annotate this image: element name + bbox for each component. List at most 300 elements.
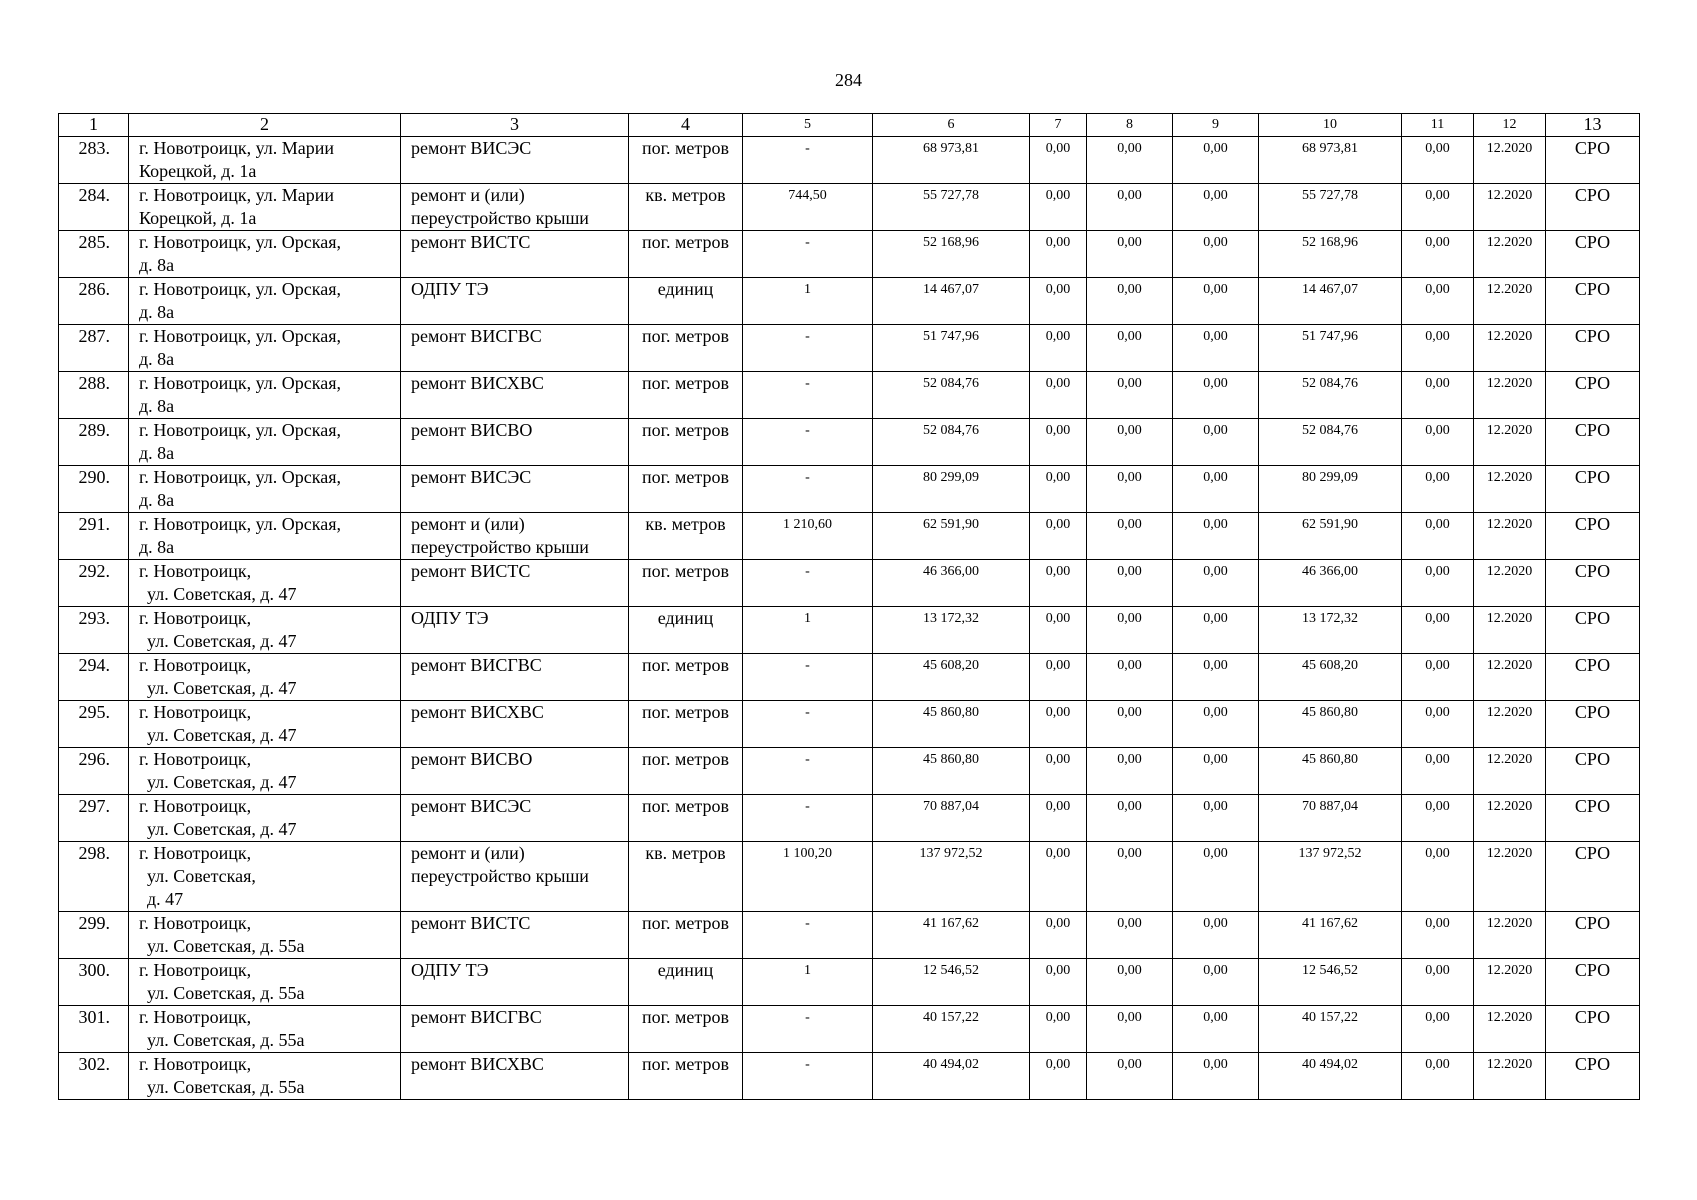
method-cell: СРО bbox=[1546, 748, 1640, 795]
value-cell: 0,00 bbox=[1173, 1006, 1259, 1053]
value-cell: 0,00 bbox=[1030, 419, 1087, 466]
value-cell: 0,00 bbox=[1173, 137, 1259, 184]
value-cell: 0,00 bbox=[1402, 912, 1474, 959]
work-type-cell-line: ОДПУ ТЭ bbox=[411, 279, 489, 299]
value-cell: 0,00 bbox=[1030, 912, 1087, 959]
deadline-cell: 12.2020 bbox=[1474, 184, 1546, 231]
table-row bbox=[59, 137, 1640, 184]
address-cell bbox=[129, 1006, 401, 1053]
quantity-cell: - bbox=[743, 748, 873, 795]
address-cell-line: г. Новотроицк, bbox=[139, 561, 252, 581]
value-cell: 0,00 bbox=[1402, 184, 1474, 231]
row-number-cell: 296. bbox=[59, 748, 129, 795]
header-cell: 5 bbox=[743, 114, 873, 137]
header-cell: 10 bbox=[1259, 114, 1402, 137]
page-number: 284 bbox=[835, 70, 862, 90]
total-cost-cell: 52 084,76 bbox=[873, 419, 1030, 466]
work-type-cell-line: ремонт ВИСЭС bbox=[411, 796, 532, 816]
table-row bbox=[59, 912, 1640, 959]
fund-cost-cell: 40 157,22 bbox=[1259, 1006, 1402, 1053]
work-type-cell bbox=[401, 560, 629, 607]
method-cell: СРО bbox=[1546, 137, 1640, 184]
header-cell: 2 bbox=[129, 114, 401, 137]
value-cell: 0,00 bbox=[1402, 1006, 1474, 1053]
work-type-cell-line: ремонт ВИСЭС bbox=[411, 467, 532, 487]
work-type-cell bbox=[401, 184, 629, 231]
value-cell: 0,00 bbox=[1173, 607, 1259, 654]
address-cell bbox=[129, 513, 401, 560]
total-cost-cell: 12 546,52 bbox=[873, 959, 1030, 1006]
address-cell-line: ул. Советская, bbox=[147, 866, 256, 886]
row-number-cell: 294. bbox=[59, 654, 129, 701]
address-cell-line: д. 8а bbox=[139, 396, 175, 416]
address-cell bbox=[129, 278, 401, 325]
work-type-cell-line: ОДПУ ТЭ bbox=[411, 608, 489, 628]
address-cell-line: г. Новотроицк, ул. Орская, bbox=[139, 232, 342, 252]
deadline-cell: 12.2020 bbox=[1474, 912, 1546, 959]
table-body bbox=[59, 137, 1640, 1100]
fund-cost-cell: 14 467,07 bbox=[1259, 278, 1402, 325]
value-cell: 0,00 bbox=[1173, 748, 1259, 795]
address-cell bbox=[129, 372, 401, 419]
row-number-cell: 283. bbox=[59, 137, 129, 184]
quantity-cell: - bbox=[743, 1053, 873, 1100]
value-cell: 0,00 bbox=[1030, 795, 1087, 842]
unit-cell: пог. метров bbox=[629, 466, 743, 513]
table-row bbox=[59, 795, 1640, 842]
value-cell: 0,00 bbox=[1030, 372, 1087, 419]
total-cost-cell: 46 366,00 bbox=[873, 560, 1030, 607]
header-cell: 3 bbox=[401, 114, 629, 137]
value-cell: 0,00 bbox=[1173, 795, 1259, 842]
header-cell: 1 bbox=[59, 114, 129, 137]
fund-cost-cell: 13 172,32 bbox=[1259, 607, 1402, 654]
value-cell: 0,00 bbox=[1087, 701, 1173, 748]
address-cell bbox=[129, 325, 401, 372]
fund-cost-cell: 51 747,96 bbox=[1259, 325, 1402, 372]
total-cost-cell: 68 973,81 bbox=[873, 137, 1030, 184]
value-cell: 0,00 bbox=[1030, 607, 1087, 654]
value-cell: 0,00 bbox=[1402, 466, 1474, 513]
work-type-cell-line: ремонт ВИСХВС bbox=[411, 702, 544, 722]
work-type-cell-line: ремонт и (или) bbox=[411, 514, 525, 534]
value-cell: 0,00 bbox=[1402, 959, 1474, 1006]
address-cell-line: г. Новотроицк, bbox=[139, 796, 252, 816]
row-number-cell: 292. bbox=[59, 560, 129, 607]
method-cell: СРО bbox=[1546, 654, 1640, 701]
address-cell-line: д. 8а bbox=[139, 349, 175, 369]
total-cost-cell: 41 167,62 bbox=[873, 912, 1030, 959]
value-cell: 0,00 bbox=[1402, 231, 1474, 278]
fund-cost-cell: 46 366,00 bbox=[1259, 560, 1402, 607]
total-cost-cell: 40 494,02 bbox=[873, 1053, 1030, 1100]
address-cell-line: ул. Советская, д. 47 bbox=[147, 819, 297, 839]
total-cost-cell: 45 860,80 bbox=[873, 701, 1030, 748]
value-cell: 0,00 bbox=[1030, 842, 1087, 912]
fund-cost-cell: 52 084,76 bbox=[1259, 419, 1402, 466]
method-cell: СРО bbox=[1546, 795, 1640, 842]
address-cell-line: г. Новотроицк, ул. Орская, bbox=[139, 514, 342, 534]
method-cell: СРО bbox=[1546, 842, 1640, 912]
deadline-cell: 12.2020 bbox=[1474, 278, 1546, 325]
address-cell-line: г. Новотроицк, bbox=[139, 1054, 252, 1074]
address-cell-line: д. 8а bbox=[139, 490, 175, 510]
work-type-cell bbox=[401, 137, 629, 184]
table-row bbox=[59, 278, 1640, 325]
value-cell: 0,00 bbox=[1030, 466, 1087, 513]
unit-cell: кв. метров bbox=[629, 184, 743, 231]
value-cell: 0,00 bbox=[1030, 701, 1087, 748]
value-cell: 0,00 bbox=[1087, 1053, 1173, 1100]
address-cell bbox=[129, 137, 401, 184]
address-cell-line: ул. Советская, д. 47 bbox=[147, 678, 297, 698]
address-cell-line: ул. Советская, д. 47 bbox=[147, 631, 297, 651]
address-cell-line: г. Новотроицк, ул. Марии bbox=[139, 138, 335, 158]
value-cell: 0,00 bbox=[1087, 959, 1173, 1006]
total-cost-cell: 13 172,32 bbox=[873, 607, 1030, 654]
address-cell bbox=[129, 607, 401, 654]
row-number-cell: 285. bbox=[59, 231, 129, 278]
address-cell-line: г. Новотроицк, ул. Орская, bbox=[139, 467, 342, 487]
quantity-cell: 1 100,20 bbox=[743, 842, 873, 912]
address-cell-line: г. Новотроицк, bbox=[139, 608, 252, 628]
value-cell: 0,00 bbox=[1402, 1053, 1474, 1100]
work-type-cell bbox=[401, 325, 629, 372]
fund-cost-cell: 68 973,81 bbox=[1259, 137, 1402, 184]
row-number-cell: 293. bbox=[59, 607, 129, 654]
row-number-cell: 299. bbox=[59, 912, 129, 959]
value-cell: 0,00 bbox=[1087, 325, 1173, 372]
total-cost-cell: 55 727,78 bbox=[873, 184, 1030, 231]
table-row bbox=[59, 231, 1640, 278]
row-number-cell: 300. bbox=[59, 959, 129, 1006]
fund-cost-cell: 137 972,52 bbox=[1259, 842, 1402, 912]
unit-cell: пог. метров bbox=[629, 1006, 743, 1053]
address-cell-line: г. Новотроицк, bbox=[139, 843, 252, 863]
value-cell: 0,00 bbox=[1087, 1006, 1173, 1053]
method-cell: СРО bbox=[1546, 466, 1640, 513]
header-cell: 12 bbox=[1474, 114, 1546, 137]
fund-cost-cell: 45 860,80 bbox=[1259, 701, 1402, 748]
value-cell: 0,00 bbox=[1173, 466, 1259, 513]
header-cell: 6 bbox=[873, 114, 1030, 137]
address-cell-line: г. Новотроицк, ул. Марии bbox=[139, 185, 335, 205]
work-type-cell-line: переустройство крыши bbox=[411, 537, 589, 557]
row-number-cell: 286. bbox=[59, 278, 129, 325]
fund-cost-cell: 70 887,04 bbox=[1259, 795, 1402, 842]
address-cell bbox=[129, 231, 401, 278]
work-type-cell-line: ОДПУ ТЭ bbox=[411, 960, 489, 980]
method-cell: СРО bbox=[1546, 912, 1640, 959]
work-type-cell bbox=[401, 1006, 629, 1053]
deadline-cell: 12.2020 bbox=[1474, 701, 1546, 748]
table-row bbox=[59, 513, 1640, 560]
value-cell: 0,00 bbox=[1402, 842, 1474, 912]
method-cell: СРО bbox=[1546, 231, 1640, 278]
value-cell: 0,00 bbox=[1087, 912, 1173, 959]
work-type-cell-line: ремонт ВИСТС bbox=[411, 232, 531, 252]
fund-cost-cell: 55 727,78 bbox=[1259, 184, 1402, 231]
row-number-cell: 297. bbox=[59, 795, 129, 842]
address-cell-line: д. 8а bbox=[139, 537, 175, 557]
address-cell-line: д. 8а bbox=[139, 302, 175, 322]
repair-register-table bbox=[58, 113, 1640, 1100]
value-cell: 0,00 bbox=[1173, 184, 1259, 231]
unit-cell: пог. метров bbox=[629, 654, 743, 701]
deadline-cell: 12.2020 bbox=[1474, 560, 1546, 607]
address-cell-line: Корецкой, д. 1а bbox=[139, 161, 257, 181]
deadline-cell: 12.2020 bbox=[1474, 372, 1546, 419]
value-cell: 0,00 bbox=[1087, 560, 1173, 607]
address-cell bbox=[129, 654, 401, 701]
value-cell: 0,00 bbox=[1030, 278, 1087, 325]
quantity-cell: - bbox=[743, 560, 873, 607]
table-row bbox=[59, 959, 1640, 1006]
value-cell: 0,00 bbox=[1030, 748, 1087, 795]
total-cost-cell: 51 747,96 bbox=[873, 325, 1030, 372]
work-type-cell bbox=[401, 654, 629, 701]
value-cell: 0,00 bbox=[1087, 466, 1173, 513]
value-cell: 0,00 bbox=[1173, 278, 1259, 325]
total-cost-cell: 40 157,22 bbox=[873, 1006, 1030, 1053]
address-cell bbox=[129, 560, 401, 607]
deadline-cell: 12.2020 bbox=[1474, 1053, 1546, 1100]
value-cell: 0,00 bbox=[1402, 278, 1474, 325]
unit-cell: кв. метров bbox=[629, 513, 743, 560]
value-cell: 0,00 bbox=[1402, 137, 1474, 184]
address-cell-line: ул. Советская, д. 55а bbox=[147, 1030, 305, 1050]
address-cell-line: ул. Советская, д. 47 bbox=[147, 772, 297, 792]
work-type-cell bbox=[401, 1053, 629, 1100]
work-type-cell bbox=[401, 795, 629, 842]
quantity-cell: 1 bbox=[743, 607, 873, 654]
deadline-cell: 12.2020 bbox=[1474, 513, 1546, 560]
value-cell: 0,00 bbox=[1173, 701, 1259, 748]
value-cell: 0,00 bbox=[1087, 654, 1173, 701]
method-cell: СРО bbox=[1546, 959, 1640, 1006]
work-type-cell bbox=[401, 419, 629, 466]
work-type-cell-line: переустройство крыши bbox=[411, 208, 589, 228]
address-cell bbox=[129, 701, 401, 748]
quantity-cell: - bbox=[743, 325, 873, 372]
header-cell: 9 bbox=[1173, 114, 1259, 137]
method-cell: СРО bbox=[1546, 372, 1640, 419]
address-cell-line: г. Новотроицк, ул. Орская, bbox=[139, 326, 342, 346]
address-cell-line: г. Новотроицк, ул. Орская, bbox=[139, 279, 342, 299]
unit-cell: единиц bbox=[629, 607, 743, 654]
table-row bbox=[59, 842, 1640, 912]
table-row bbox=[59, 701, 1640, 748]
address-cell-line: ул. Советская, д. 47 bbox=[147, 584, 297, 604]
address-cell-line: г. Новотроицк, ул. Орская, bbox=[139, 373, 342, 393]
work-type-cell bbox=[401, 513, 629, 560]
address-cell-line: ул. Советская, д. 55а bbox=[147, 936, 305, 956]
row-number-cell: 288. bbox=[59, 372, 129, 419]
deadline-cell: 12.2020 bbox=[1474, 1006, 1546, 1053]
deadline-cell: 12.2020 bbox=[1474, 325, 1546, 372]
method-cell: СРО bbox=[1546, 278, 1640, 325]
value-cell: 0,00 bbox=[1173, 842, 1259, 912]
quantity-cell: - bbox=[743, 231, 873, 278]
address-cell-line: ул. Советская, д. 47 bbox=[147, 725, 297, 745]
value-cell: 0,00 bbox=[1173, 959, 1259, 1006]
method-cell: СРО bbox=[1546, 1053, 1640, 1100]
value-cell: 0,00 bbox=[1173, 231, 1259, 278]
deadline-cell: 12.2020 bbox=[1474, 607, 1546, 654]
work-type-cell-line: переустройство крыши bbox=[411, 866, 589, 886]
unit-cell: пог. метров bbox=[629, 419, 743, 466]
column-number-row bbox=[59, 114, 1640, 137]
value-cell: 0,00 bbox=[1087, 184, 1173, 231]
row-number-cell: 298. bbox=[59, 842, 129, 912]
unit-cell: пог. метров bbox=[629, 137, 743, 184]
total-cost-cell: 45 608,20 bbox=[873, 654, 1030, 701]
unit-cell: пог. метров bbox=[629, 231, 743, 278]
address-cell bbox=[129, 748, 401, 795]
unit-cell: кв. метров bbox=[629, 842, 743, 912]
value-cell: 0,00 bbox=[1402, 748, 1474, 795]
value-cell: 0,00 bbox=[1173, 325, 1259, 372]
unit-cell: единиц bbox=[629, 278, 743, 325]
table-row bbox=[59, 184, 1640, 231]
fund-cost-cell: 80 299,09 bbox=[1259, 466, 1402, 513]
address-cell bbox=[129, 419, 401, 466]
table-row bbox=[59, 325, 1640, 372]
total-cost-cell: 62 591,90 bbox=[873, 513, 1030, 560]
address-cell-line: д. 8а bbox=[139, 255, 175, 275]
header-cell: 13 bbox=[1546, 114, 1640, 137]
row-number-cell: 287. bbox=[59, 325, 129, 372]
method-cell: СРО bbox=[1546, 513, 1640, 560]
work-type-cell-line: ремонт ВИСХВС bbox=[411, 1054, 544, 1074]
table-row bbox=[59, 654, 1640, 701]
method-cell: СРО bbox=[1546, 184, 1640, 231]
total-cost-cell: 52 168,96 bbox=[873, 231, 1030, 278]
fund-cost-cell: 62 591,90 bbox=[1259, 513, 1402, 560]
row-number-cell: 289. bbox=[59, 419, 129, 466]
header-cell: 4 bbox=[629, 114, 743, 137]
total-cost-cell: 70 887,04 bbox=[873, 795, 1030, 842]
quantity-cell: 1 bbox=[743, 959, 873, 1006]
value-cell: 0,00 bbox=[1087, 795, 1173, 842]
address-cell bbox=[129, 912, 401, 959]
fund-cost-cell: 12 546,52 bbox=[1259, 959, 1402, 1006]
unit-cell: пог. метров bbox=[629, 1053, 743, 1100]
value-cell: 0,00 bbox=[1173, 372, 1259, 419]
total-cost-cell: 45 860,80 bbox=[873, 748, 1030, 795]
value-cell: 0,00 bbox=[1402, 513, 1474, 560]
value-cell: 0,00 bbox=[1087, 513, 1173, 560]
header-cell: 8 bbox=[1087, 114, 1173, 137]
value-cell: 0,00 bbox=[1402, 654, 1474, 701]
address-cell-line: г. Новотроицк, ул. Орская, bbox=[139, 420, 342, 440]
deadline-cell: 12.2020 bbox=[1474, 466, 1546, 513]
value-cell: 0,00 bbox=[1030, 513, 1087, 560]
row-number-cell: 291. bbox=[59, 513, 129, 560]
value-cell: 0,00 bbox=[1030, 959, 1087, 1006]
fund-cost-cell: 45 608,20 bbox=[1259, 654, 1402, 701]
deadline-cell: 12.2020 bbox=[1474, 795, 1546, 842]
method-cell: СРО bbox=[1546, 325, 1640, 372]
address-cell-line: г. Новотроицк, bbox=[139, 913, 252, 933]
work-type-cell-line: ремонт и (или) bbox=[411, 843, 525, 863]
value-cell: 0,00 bbox=[1402, 325, 1474, 372]
quantity-cell: 1 210,60 bbox=[743, 513, 873, 560]
deadline-cell: 12.2020 bbox=[1474, 654, 1546, 701]
value-cell: 0,00 bbox=[1030, 654, 1087, 701]
unit-cell: пог. метров bbox=[629, 912, 743, 959]
value-cell: 0,00 bbox=[1030, 1006, 1087, 1053]
unit-cell: пог. метров bbox=[629, 325, 743, 372]
work-type-cell-line: ремонт ВИСГВС bbox=[411, 655, 542, 675]
quantity-cell: - bbox=[743, 466, 873, 513]
address-cell-line: Корецкой, д. 1а bbox=[139, 208, 257, 228]
row-number-cell: 284. bbox=[59, 184, 129, 231]
value-cell: 0,00 bbox=[1030, 137, 1087, 184]
value-cell: 0,00 bbox=[1087, 278, 1173, 325]
address-cell-line: ул. Советская, д. 55а bbox=[147, 1077, 305, 1097]
address-cell-line: г. Новотроицк, bbox=[139, 960, 252, 980]
value-cell: 0,00 bbox=[1087, 419, 1173, 466]
value-cell: 0,00 bbox=[1030, 560, 1087, 607]
work-type-cell bbox=[401, 278, 629, 325]
work-type-cell-line: ремонт ВИСТС bbox=[411, 913, 531, 933]
unit-cell: пог. метров bbox=[629, 372, 743, 419]
work-type-cell bbox=[401, 701, 629, 748]
quantity-cell: 1 bbox=[743, 278, 873, 325]
quantity-cell: - bbox=[743, 1006, 873, 1053]
fund-cost-cell: 52 168,96 bbox=[1259, 231, 1402, 278]
deadline-cell: 12.2020 bbox=[1474, 419, 1546, 466]
deadline-cell: 12.2020 bbox=[1474, 842, 1546, 912]
work-type-cell-line: ремонт ВИСВО bbox=[411, 749, 533, 769]
table-row bbox=[59, 419, 1640, 466]
quantity-cell: - bbox=[743, 137, 873, 184]
unit-cell: единиц bbox=[629, 959, 743, 1006]
value-cell: 0,00 bbox=[1087, 137, 1173, 184]
value-cell: 0,00 bbox=[1030, 231, 1087, 278]
method-cell: СРО bbox=[1546, 1006, 1640, 1053]
work-type-cell-line: ремонт ВИСВО bbox=[411, 420, 533, 440]
work-type-cell bbox=[401, 607, 629, 654]
value-cell: 0,00 bbox=[1173, 912, 1259, 959]
table-row bbox=[59, 560, 1640, 607]
address-cell-line: г. Новотроицк, bbox=[139, 1007, 252, 1027]
fund-cost-cell: 45 860,80 bbox=[1259, 748, 1402, 795]
header-cell: 7 bbox=[1030, 114, 1087, 137]
value-cell: 0,00 bbox=[1173, 419, 1259, 466]
value-cell: 0,00 bbox=[1402, 607, 1474, 654]
total-cost-cell: 52 084,76 bbox=[873, 372, 1030, 419]
deadline-cell: 12.2020 bbox=[1474, 748, 1546, 795]
total-cost-cell: 137 972,52 bbox=[873, 842, 1030, 912]
deadline-cell: 12.2020 bbox=[1474, 137, 1546, 184]
row-number-cell: 290. bbox=[59, 466, 129, 513]
value-cell: 0,00 bbox=[1173, 513, 1259, 560]
address-cell-line: ул. Советская, д. 55а bbox=[147, 983, 305, 1003]
value-cell: 0,00 bbox=[1030, 325, 1087, 372]
method-cell: СРО bbox=[1546, 701, 1640, 748]
work-type-cell-line: ремонт и (или) bbox=[411, 185, 525, 205]
row-number-cell: 302. bbox=[59, 1053, 129, 1100]
fund-cost-cell: 41 167,62 bbox=[1259, 912, 1402, 959]
address-cell bbox=[129, 959, 401, 1006]
unit-cell: пог. метров bbox=[629, 701, 743, 748]
table-row bbox=[59, 466, 1640, 513]
work-type-cell bbox=[401, 748, 629, 795]
value-cell: 0,00 bbox=[1173, 1053, 1259, 1100]
address-cell-line: д. 8а bbox=[139, 443, 175, 463]
